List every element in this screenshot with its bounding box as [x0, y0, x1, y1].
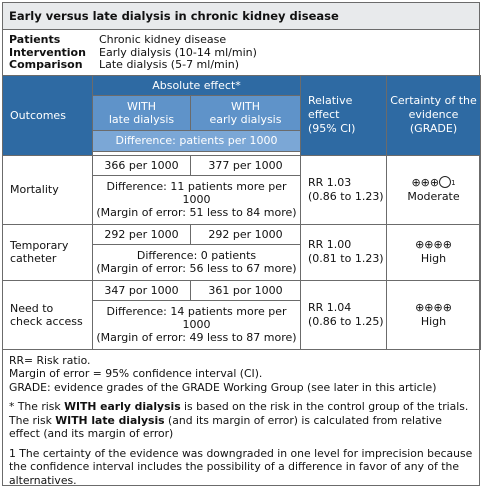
pico-block	[3, 30, 479, 75]
pico-value: Chronic kidney disease	[99, 34, 226, 47]
certainty	[387, 224, 481, 280]
risk-late: 366 per 1000	[93, 155, 191, 175]
header-relative-line: (95% CI)	[308, 122, 386, 136]
certainty-symbols	[387, 176, 480, 190]
outcome-mortality	[3, 155, 93, 224]
header-with-early-line: early dialysis	[191, 113, 300, 126]
footnote-margin: Margin of error = 95% confidence interval (CI).	[9, 367, 473, 381]
results-table	[2, 75, 481, 350]
footnote-text: * The risk	[9, 400, 64, 413]
outcome-line: Mortality	[10, 183, 92, 196]
footnote-mark: 1	[451, 179, 455, 187]
certainty-grade: Moderate	[387, 190, 480, 204]
pico-row	[9, 59, 473, 72]
header-with-late-line: WITH	[93, 100, 190, 113]
table-title: Early versus late dialysis in chronic kidney disease	[3, 3, 479, 30]
outcome-temporary-catheter	[3, 224, 93, 280]
difference-line: Difference: 0 patients	[93, 249, 300, 262]
margin-of-error: (Margin of error: 51 less to 84 more)	[93, 206, 300, 219]
summary-of-findings-table	[2, 2, 480, 486]
pico-key: Intervention	[9, 47, 99, 60]
pico-key: Comparison	[9, 59, 99, 72]
difference-line: 1000	[93, 193, 300, 206]
footnote-grade: GRADE: evidence grades of the GRADE Working Group (see later in this article)	[9, 381, 473, 395]
certainty-grade: High	[387, 252, 480, 266]
pico-value: Early dialysis (10-14 ml/min)	[99, 47, 257, 60]
certainty	[387, 280, 481, 349]
rr-ci: (0.81 to 1.23)	[308, 252, 386, 266]
footnote-rr: RR= Risk ratio.	[9, 354, 473, 368]
header-relative-effect	[301, 75, 387, 155]
outcome-line: catheter	[10, 252, 92, 265]
relative-effect	[301, 155, 387, 224]
difference-cell	[93, 175, 301, 224]
footnote-text: (and its margin of error) is calculated from relative effect (and its margin of error)	[9, 414, 442, 441]
margin-of-error: (Margin of error: 49 less to 87 more)	[93, 331, 300, 344]
pico-value: Late dialysis (5-7 ml/min)	[99, 59, 239, 72]
rr-value: RR 1.03	[308, 176, 386, 190]
header-certainty-line: evidence	[387, 108, 480, 122]
pico-key: Patients	[9, 34, 99, 47]
relative-effect	[301, 224, 387, 280]
header-absolute-effect: Absolute effect*	[93, 75, 301, 95]
rr-ci: (0.86 to 1.25)	[308, 315, 386, 329]
difference-cell	[93, 300, 301, 349]
difference-line: Difference: 14 patients more per	[93, 305, 300, 318]
outcome-line: Need to	[10, 302, 92, 315]
footnote-1: 1 The certainty of the evidence was downgraded in one level for imprecision because the confidence interval includes the possibility of a difference in favor of any of the alternatives.	[9, 447, 473, 488]
rr-ci: (0.86 to 1.23)	[308, 190, 386, 204]
header-certainty-line: Certainty of the	[387, 94, 480, 108]
footnote-text: is based on the risk in the control group of the trials. The risk	[9, 400, 468, 427]
difference-cell	[93, 244, 301, 280]
header-relative-line: Relative effect	[308, 94, 386, 122]
grade-symbols: ⊕⊕⊕⊕	[387, 238, 480, 252]
header-with-late-line: late dialysis	[93, 113, 190, 126]
header-with-early-line: WITH	[191, 100, 300, 113]
risk-early: 292 per 1000	[191, 224, 301, 244]
rr-value: RR 1.04	[308, 301, 386, 315]
risk-early: 377 per 1000	[191, 155, 301, 175]
difference-line: 1000	[93, 318, 300, 331]
header-certainty-line: (GRADE)	[387, 122, 480, 136]
header-certainty	[387, 75, 481, 155]
margin-of-error: (Margin of error: 56 less to 67 more)	[93, 262, 300, 275]
pico-row	[9, 34, 473, 47]
grade-symbols: ⊕⊕⊕⊕	[387, 301, 480, 315]
grade-symbols: ⊕⊕⊕	[411, 176, 439, 189]
header-with-late	[93, 95, 191, 130]
footnotes	[3, 350, 479, 497]
risk-late: 347 por 1000	[93, 280, 191, 300]
footnote-asterisk	[9, 400, 473, 441]
header-with-early	[191, 95, 301, 130]
difference-line: Difference: 11 patients more per	[93, 180, 300, 193]
header-outcomes: Outcomes	[3, 75, 93, 155]
risk-early: 361 por 1000	[191, 280, 301, 300]
outcome-line: Temporary	[10, 239, 92, 252]
rr-value: RR 1.00	[308, 238, 386, 252]
certainty	[387, 155, 481, 224]
footnote-bold: WITH early dialysis	[64, 400, 181, 413]
relative-effect	[301, 280, 387, 349]
certainty-grade: High	[387, 315, 480, 329]
header-difference: Difference: patients per 1000	[93, 130, 301, 151]
outcome-need-to-check-access	[3, 280, 93, 349]
footnote-bold: WITH late dialysis	[55, 414, 164, 427]
outcome-line: check access	[10, 315, 92, 328]
empty-circle-icon	[439, 176, 451, 188]
risk-late: 292 per 1000	[93, 224, 191, 244]
